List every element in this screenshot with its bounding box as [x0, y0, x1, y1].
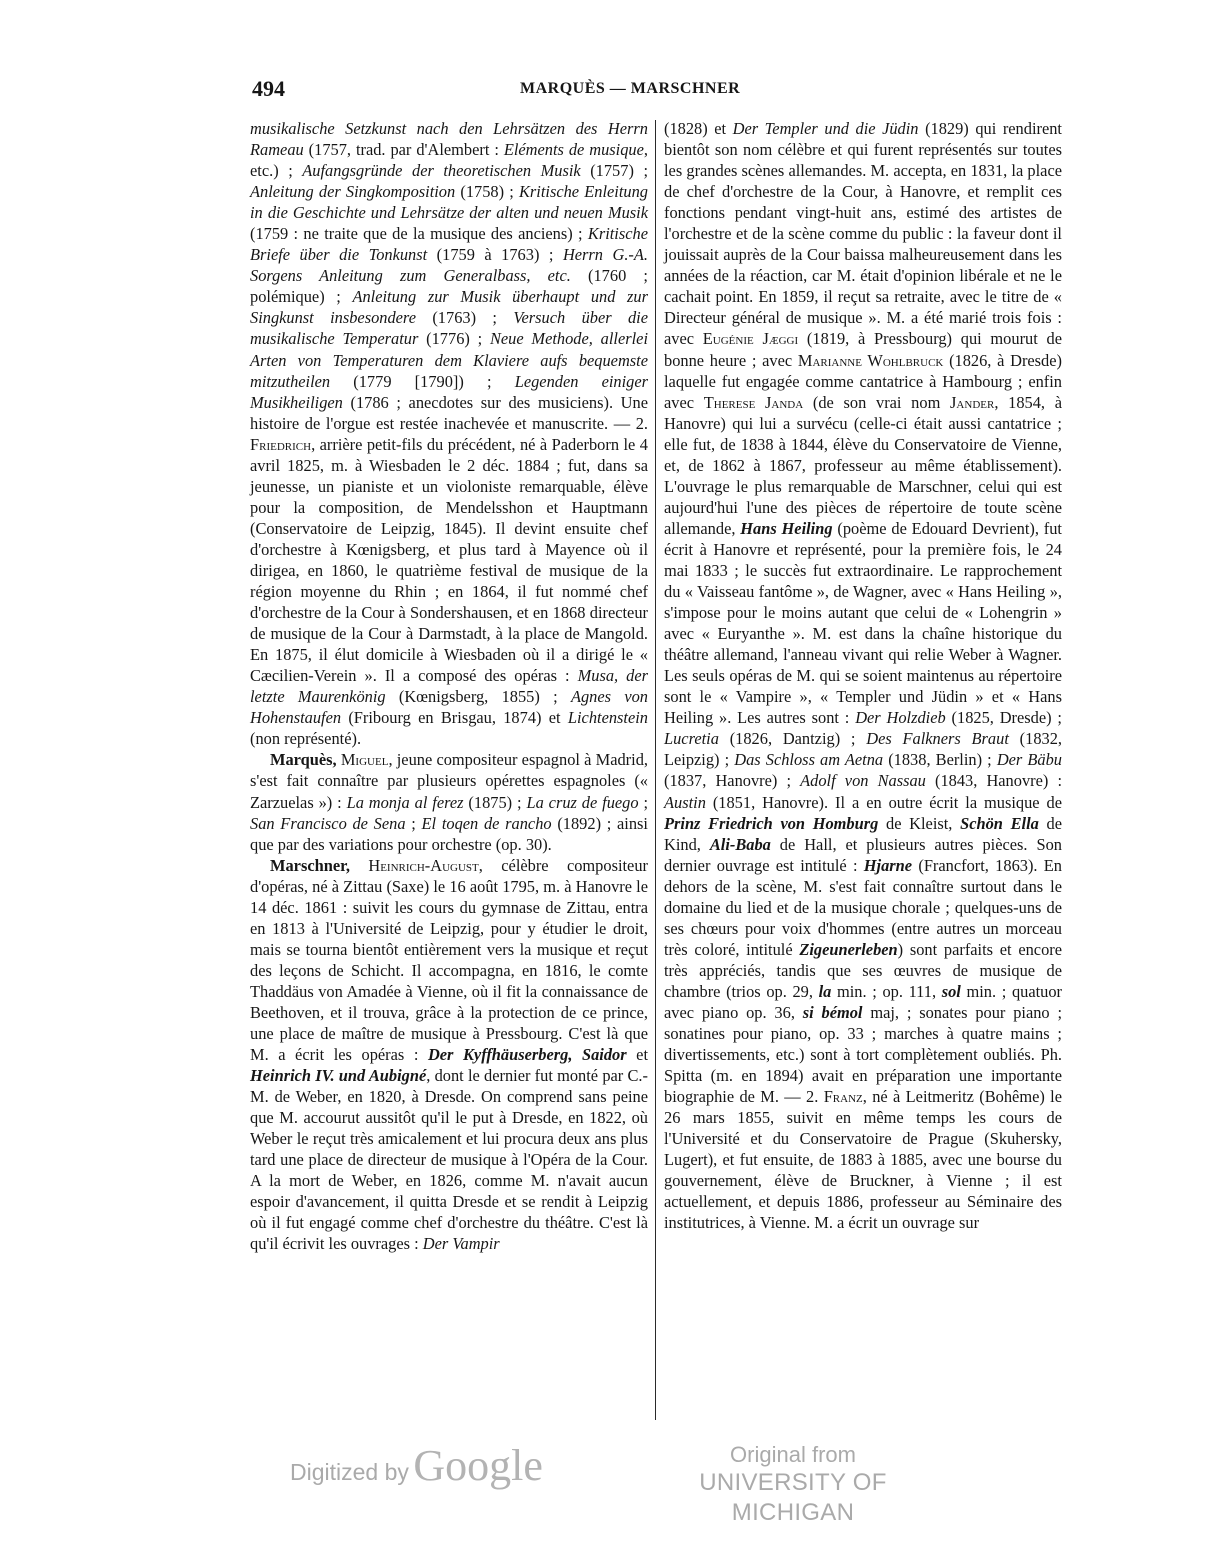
text-span: ) sont parfaits et encore très appréciés, tandis que ses œuvres de musique de chambre (trios op. 29, [664, 939, 1062, 1001]
text-span: (1757, trad. par d'Alembert : [303, 140, 504, 160]
text-span: Anleitung der Singkomposition [250, 182, 456, 202]
text-span [350, 856, 368, 875]
text-span: , né à Leitmeritz (Bohême) le 26 mars 1855, suivit en même temps les cours de l'Université et du Conservatoire de Prague (Skuhersky, Lugert), et fut ensuite, de 1883 à 1885, avec une bourse du gouvernement, élève de Bruckner, à Vienne ; il est actuellement, et depuis 1886, professeur au Séminaire des institutrices, à Vienne. M. a écrit un ouvrage sur [664, 1087, 1062, 1233]
text-span: Zigeunerleben [799, 939, 898, 959]
text-span: , etc.) ; [250, 140, 648, 181]
text-span: (Kœnigsberg, 1855) ; [385, 687, 571, 707]
text-span: Hjarne [863, 855, 913, 875]
text-span: Eléments de musique [503, 140, 644, 160]
paragraph-marschner-continuation [664, 118, 1062, 1233]
text-span: (de son vrai nom [803, 392, 951, 412]
text-span: sol [941, 981, 961, 1001]
text-span: Austin [664, 792, 706, 812]
text-span: La cruz de fuego [526, 792, 639, 812]
text-span: (1759 à 1763) ; [427, 245, 563, 265]
text-span: (Fribourg en Brisgau, 1874) et [341, 708, 568, 728]
text-span: (1875) ; [463, 792, 527, 812]
text-span: ; [638, 792, 649, 812]
running-header: MARQUÈS — MARSCHNER [520, 80, 741, 97]
text-span: la [818, 981, 832, 1001]
text-span: Der Vampir [422, 1234, 500, 1254]
headword: Marschner, [270, 855, 350, 875]
text-span: (1819, à Pressbourg) qui mourut de bonne heure ; avec [664, 329, 1062, 370]
entry-marschner [250, 855, 648, 1255]
digitized-by-google-watermark [290, 1440, 543, 1491]
right-column [664, 118, 1062, 1233]
text-span: Marianne Wohlbruck [797, 350, 944, 370]
text-span: (1786 ; anecdotes sur des musiciens). Une histoire de l'orgue est restée inachevée et manuscrite. — 2. [250, 392, 648, 433]
text-span: Heinrich IV. und Aubigné [250, 1066, 427, 1086]
text-span: (1838, Berlin) ; [883, 750, 997, 770]
text-span: Lichtenstein [567, 708, 648, 728]
text-span: (poème de Edouard Devrient), fut écrit à Hanovre et représenté, pour la première fois, le 24 mai 1833 ; le succès fut extraordinaire. Le rapprochement du « Vaisseau fantôme », de Wagner, avec « Hans Heiling », s'impose pour le moins autant que celui de « Lohengrin » avec « Euryanthe ». M. est dans la chaîne historique du théâtre allemand, l'anneau vivant qui relie Weber à Wagner. Les seuls opéras de M. qui se soient maintenus au répertoire sont le « Vampire », « Templer und Jüdin » et « Hans Heiling ». Les autres sont : [664, 518, 1062, 728]
text-span: San Francisco de Sena [250, 813, 406, 833]
text-span: (1763) ; [415, 308, 514, 328]
text-span: Lucretia [664, 729, 719, 749]
original-from-label: Original from [730, 1442, 856, 1467]
text-span: (1826, Dantzig) ; [718, 729, 867, 749]
text-span: Agnes von Hohenstaufen [250, 687, 648, 728]
text-span: Anleitung zur Musik überhaupt und zur Singkunst insbesondere [250, 287, 648, 328]
text-span: Kritische Enleitung in die Geschichte und Lehrsätze der alten und neuen Musik [250, 182, 648, 223]
text-span: Herrn G.-A. Sorgens Anleitung zum Generalbass, etc. [250, 245, 648, 286]
text-span: (1779 [1790]) ; [330, 371, 515, 391]
text-span: , dont le dernier fut monté par C.-M. de Weber, en 1820, à Dresde. On comprend sans peine que M. accourut aussitôt qu'il le put à Dresde, en 1822, où Weber le reçut très amicalement et lui procura deux ans plus tard une place de directeur de musique à l'Opéra de la Cour. A la mort de Weber, en 1826, comme M. n'avait aucun espoir d'avancement, il quitta Dresde et se rendit à Leipzig où il fut engagé comme chef d'orchestre du théâtre. C'est là qu'il écrivit les ouvrages : [250, 1066, 648, 1254]
text-span: Heinrich-August [368, 855, 479, 875]
text-span: maj, ; sonates pour piano ; sonatines pour piano, op. 33 ; marches à quatre mains ; divertissements, etc.) sont à tort complètement oubliés. Ph. Spitta (m. en 1894) avait en préparation une importante biographie de M. — 2. [664, 1002, 1062, 1107]
text-span: min. ; op. 111, [831, 981, 942, 1001]
text-span: Jander [950, 392, 995, 412]
text-span: si bémol [802, 1002, 863, 1022]
text-span: (1892) ; ainsi que par des variations pour orchestre (op. 30). [250, 813, 648, 854]
text-span: Franz [823, 1087, 863, 1107]
google-logo: Google [413, 1441, 543, 1490]
digitized-by-label: Digitized by [290, 1459, 409, 1485]
text-span: (1851, Hanovre). Il a en outre écrit la musique de [705, 792, 1062, 812]
text-span: (1759 : ne traite que de la musique des anciens) ; [250, 224, 588, 244]
text-span: Der Templer und die Jüdin [732, 119, 919, 138]
text-span: Schön Ella [960, 813, 1039, 833]
text-span: El toqen de rancho [421, 813, 552, 833]
text-span: , célèbre compositeur d'opéras, né à Zittau (Saxe) le 16 août 1795, m. à Hanovre le 14 déc. 1861 : suivit les cours du gymnase de Zittau, entra en 1813 à l'Université de Leipzig, pour y étudier le droit, mais se tourna bientôt entièrement vers la musique et reçut des leçons de Schicht. Il accompagna, en 1816, le comte Thaddäus von Amadée à Vienne, où il fit la connaissance de Beethoven, et il trouva, grâce à la protection de ce prince, une place de maître de musique à Pressbourg. C'est là que M. a écrit les opéras : [250, 855, 648, 1065]
entry-marques [250, 749, 648, 854]
text-span: (1828) et [664, 119, 733, 138]
text-span: (1760 ; polémique) ; [250, 266, 648, 307]
page-number: 494 [252, 76, 285, 101]
text-span: (1826, à Dresde) laquelle fut engagée comme cantatrice à Hambourg ; enfin avec [664, 350, 1062, 412]
text-span: (1832, Leipzig) ; [664, 729, 1062, 770]
text-span: Versuch über die musikalische Temperatur [250, 308, 649, 349]
text-span: Der Bäbu [996, 750, 1062, 770]
text-span: de Kind, [664, 813, 1062, 854]
text-span: musikalische Setzkunst nach den Lehrsätzen des Herrn Rameau [250, 119, 648, 160]
text-span: (Francfort, 1863). En dehors de la scène, M. s'est fait connaître surtout dans le domaine du lied et de la musique chorale ; quelques-uns de ses chœurs pour voix d'hommes (entre autres un morceau très coloré, intitulé [664, 855, 1062, 959]
text-span: de Hall, et plusieurs autres pièces. Son dernier ouvrage est intitulé : [664, 834, 1062, 875]
text-span: (1776) ; [418, 329, 490, 349]
column-divider [655, 120, 656, 1420]
text-span: (1758) ; [455, 182, 519, 202]
text-span: Hans Heiling [740, 518, 833, 538]
headword: Marquès, [270, 750, 337, 770]
text-span: Aufangsgründe der theoretischen Musik [302, 161, 581, 181]
original-from-watermark [668, 1442, 918, 1528]
text-span: Der Kyffhäuserberg, Saidor [427, 1045, 627, 1065]
text-span: (1829) qui rendirent bientôt son nom célèbre et qui furent représentés sur toutes les grandes scènes allemandes. M. accepta, en 1831, la place de chef d'orchestre de la Cour, à Hanovre, et remplit ces fonctions pendant vingt-huit ans, estimé des artistes de l'orchestre et de la scène comme du public : la faveur dont il jouissait auprès de la Cour baissa malheureusement dans les années de la réaction, car M. était d'opinion libérale et ne le cachait point. En 1859, il reçut sa retraite, avec le titre de « Directeur général de musique ». M. a été marié trois fois : avec [664, 119, 1062, 349]
text-span: Miguel [340, 750, 389, 770]
text-span: , arrière petit-fils du précédent, né à Paderborn le 4 avril 1825, m. à Wiesbaden le 2 déc. 1884 ; fut, dans sa jeunesse, un pianiste et un violoniste remarquable, élève pour la composition, de Mendelsshon et Hauptmann (Conservatoire de Leipzig, 1845). Il devint ensuite chef d'orchestre à Kœnigsberg, et plus tard à Mayence où il dirigea, en 1860, le quatrième festival de musique de la région moyenne du Rhin ; en 1864, il fut nommé chef d'orchestre de la Cour à Sondershausen, et en 1868 directeur de musique de la Cour à Darmstadt, à la place de Mangold. En 1875, il élut domicile à Wiesbaden où il a dirigé le « Cæcilien-Verein ». Il a composé des opéras : [250, 434, 648, 686]
text-span: (1825, Dresde) ; [945, 708, 1062, 728]
text-span: Musa, der letzte Maurenkönig [250, 666, 649, 707]
text-span: Kritische Briefe über die Tonkunst [250, 224, 648, 265]
text-span: Neue Methode, allerlei Arten von Temperaturen dem Klaviere aufs bequemste mitzutheilen [250, 329, 648, 391]
text-span: Des Falkners Braut [866, 729, 1009, 749]
text-span: Eugénie Jæggi [702, 329, 799, 349]
left-column [250, 118, 648, 1255]
text-span: min. ; quatuor avec piano op. 36, [664, 981, 1063, 1022]
text-span: , jeune compositeur espagnol à Madrid, s'est fait connaître par plusieurs opérettes espagnoles (« Zarzuelas ») : [250, 750, 648, 812]
text-span: Friedrich [250, 434, 312, 454]
text-span: Der Holzdieb [855, 708, 946, 728]
paragraph-sulzer-continuation [250, 118, 648, 749]
text-span: Therese Janda [703, 392, 804, 412]
text-span: de Kleist, [878, 813, 961, 833]
text-span: (1837, Hanovre) ; [664, 771, 801, 791]
text-span: et [626, 1045, 648, 1065]
text-span: (non représenté). [250, 729, 362, 749]
text-span: (1757) ; [580, 161, 648, 181]
text-span: La monja al ferez [346, 792, 464, 812]
university-label: UNIVERSITY OF MICHIGAN [699, 1469, 887, 1526]
text-span: (1843, Hanovre) : [925, 771, 1063, 791]
text-span: Adolf von Nassau [800, 771, 926, 791]
text-span: Prinz Friedrich von Homburg [664, 813, 879, 833]
text-span: ; [405, 813, 422, 833]
text-span: , 1854, à Hanovre) qui lui a survécu (celle-ci était aussi cantatrice ; elle fut, de 1838 à 1844, élève du Conservatoire de Vienne, et, de 1862 à 1867, professeur au même établissement). L'ouvrage le plus remarquable de Marschner, celui qui est aujourd'hui l'une des pièces de répertoire de toute scène allemande, [664, 392, 1062, 538]
text-span: Ali-Baba [709, 834, 771, 854]
text-span: Das Schloss am Aetna [734, 750, 884, 770]
text-span: Legenden einiger Musikheiligen [250, 371, 649, 412]
